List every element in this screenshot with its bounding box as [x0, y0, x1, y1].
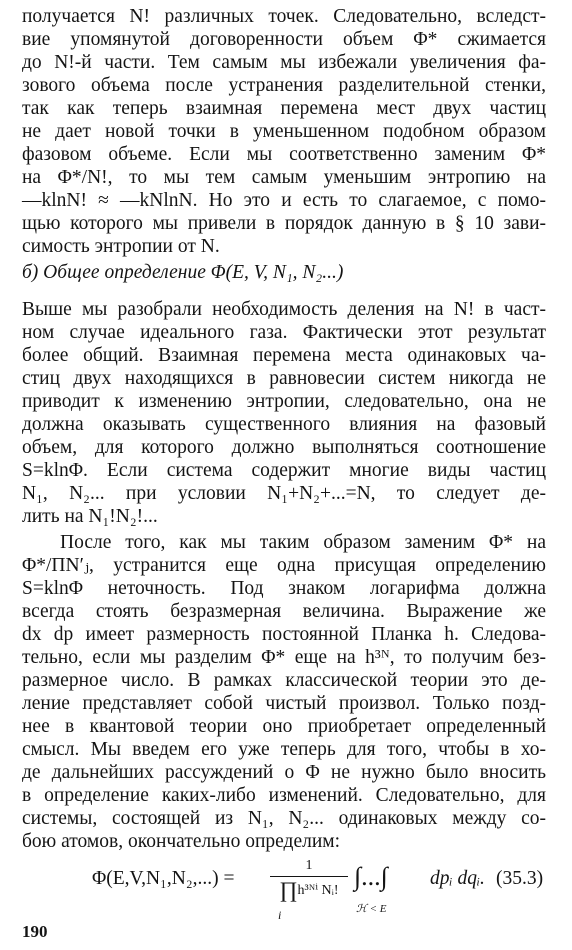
text-line: бою атомов, окончательно определим:: [22, 831, 341, 852]
product-symbol: ∏: [279, 877, 298, 902]
text-line: симость энтропии от N.: [22, 236, 220, 257]
text-line: получается N! различных точек. Следовательно, вследст-: [22, 6, 546, 27]
text-line: N₁, N₂... при условии N₁+N₂+...=N, то следует де-: [22, 483, 546, 504]
text-line: ном случае идеального газа. Фактически этот результат: [22, 322, 546, 343]
text-line: приводит к изменению энтропии, следовательно, она не: [22, 391, 546, 412]
text-line: dx dp имеет размерность постоянной Планка h. Следова-: [22, 624, 546, 645]
text-line: так как теперь взаимная перемена мест двух частиц: [22, 98, 546, 119]
text-line: Φ*/ΠN′ⱼ, устранится еще одна присущая определению: [22, 555, 546, 576]
text-line: вие упомянутой договоренности объем Φ* сжимается: [22, 29, 546, 50]
text-line: —klnN! ≈ —kNlnN. Но это и есть то слагаемое, с помо-: [22, 190, 546, 211]
text-line: лить на N₁!N₂!...: [22, 506, 158, 527]
display-equation: [92, 858, 552, 922]
text-line: де дальнейших рассуждений о Φ не нужно было вносить: [22, 762, 546, 783]
fraction-denominator: [270, 877, 348, 902]
product-index: i: [278, 908, 282, 922]
section-heading: б) Общее определение Φ(E, V, N₁, N₂...): [22, 262, 344, 283]
text-line: системы, состоящей из N₁, N₂... одинаковых между со-: [22, 808, 546, 829]
text-line: зового объема после устранения разделительной стенки,: [22, 75, 546, 96]
text-line: не дает новой точки в уменьшенном подобном образом: [22, 121, 546, 142]
text-line: до N!-й части. Тем самым мы избежали увеличения фа-: [22, 52, 546, 73]
text-line: объем, для которого должно выполняться соотношение: [22, 437, 546, 458]
equation-lhs: Φ(E,V,N₁,N₂,...) =: [92, 868, 235, 889]
text-line: должна оказывать существенного влияния на фазовый: [22, 414, 546, 435]
text-line: S=klnΦ неточность. Под знаком логарифма должна: [22, 578, 546, 599]
text-line: смысл. Мы введем его уже теперь для того, чтобы в хо-: [22, 739, 546, 760]
text-line: тельно, если мы разделим Φ* еще на h³ᴺ, то получим без-: [22, 647, 546, 668]
text-line: нее в квантовой теории оно приобретает определенный: [22, 716, 546, 737]
text-line: стиц двух находящихся в равновесии систем никогда не: [22, 368, 546, 389]
text-line: в определение каких-либо изменений. Следовательно, для: [22, 785, 546, 806]
text-line: Выше мы разобрали необходимость деления на N! в част-: [22, 299, 546, 320]
fraction-numerator: 1: [305, 858, 313, 873]
text-line: на Φ*/N!, то мы тем самым уменьшим энтропию на: [22, 167, 546, 188]
text-line: щью которого мы привели в порядок данную в § 10 зави-: [22, 213, 546, 234]
text-line: всегда стоять безразмерная величина. Выражение же: [22, 601, 546, 622]
integrand: dpᵢ dqᵢ.: [430, 868, 485, 889]
integral-limit: ℋ < E: [356, 903, 387, 915]
text-line: более общий. Взаимная перемена места одинаковых ча-: [22, 345, 546, 366]
denominator-terms: h³ᴺⁱ Nᵢ!: [297, 883, 339, 898]
text-line: После того, как мы таким образом заменим Φ* на: [60, 532, 546, 553]
equation-number: (35.3): [496, 868, 544, 889]
page-number: 190: [22, 922, 48, 941]
text-line: ление представляет собой чистый произвол. Только позд-: [22, 693, 546, 714]
text-line: S=klnΦ. Если система содержит многие виды частиц: [22, 460, 546, 481]
integral-sign: ∫...∫: [354, 862, 388, 891]
text-line: фазовом объеме. Если мы соответственно заменим Φ*: [22, 144, 546, 165]
equation-fraction: [270, 858, 348, 901]
text-line: размерное число. В рамках классической теории это де-: [22, 670, 546, 691]
